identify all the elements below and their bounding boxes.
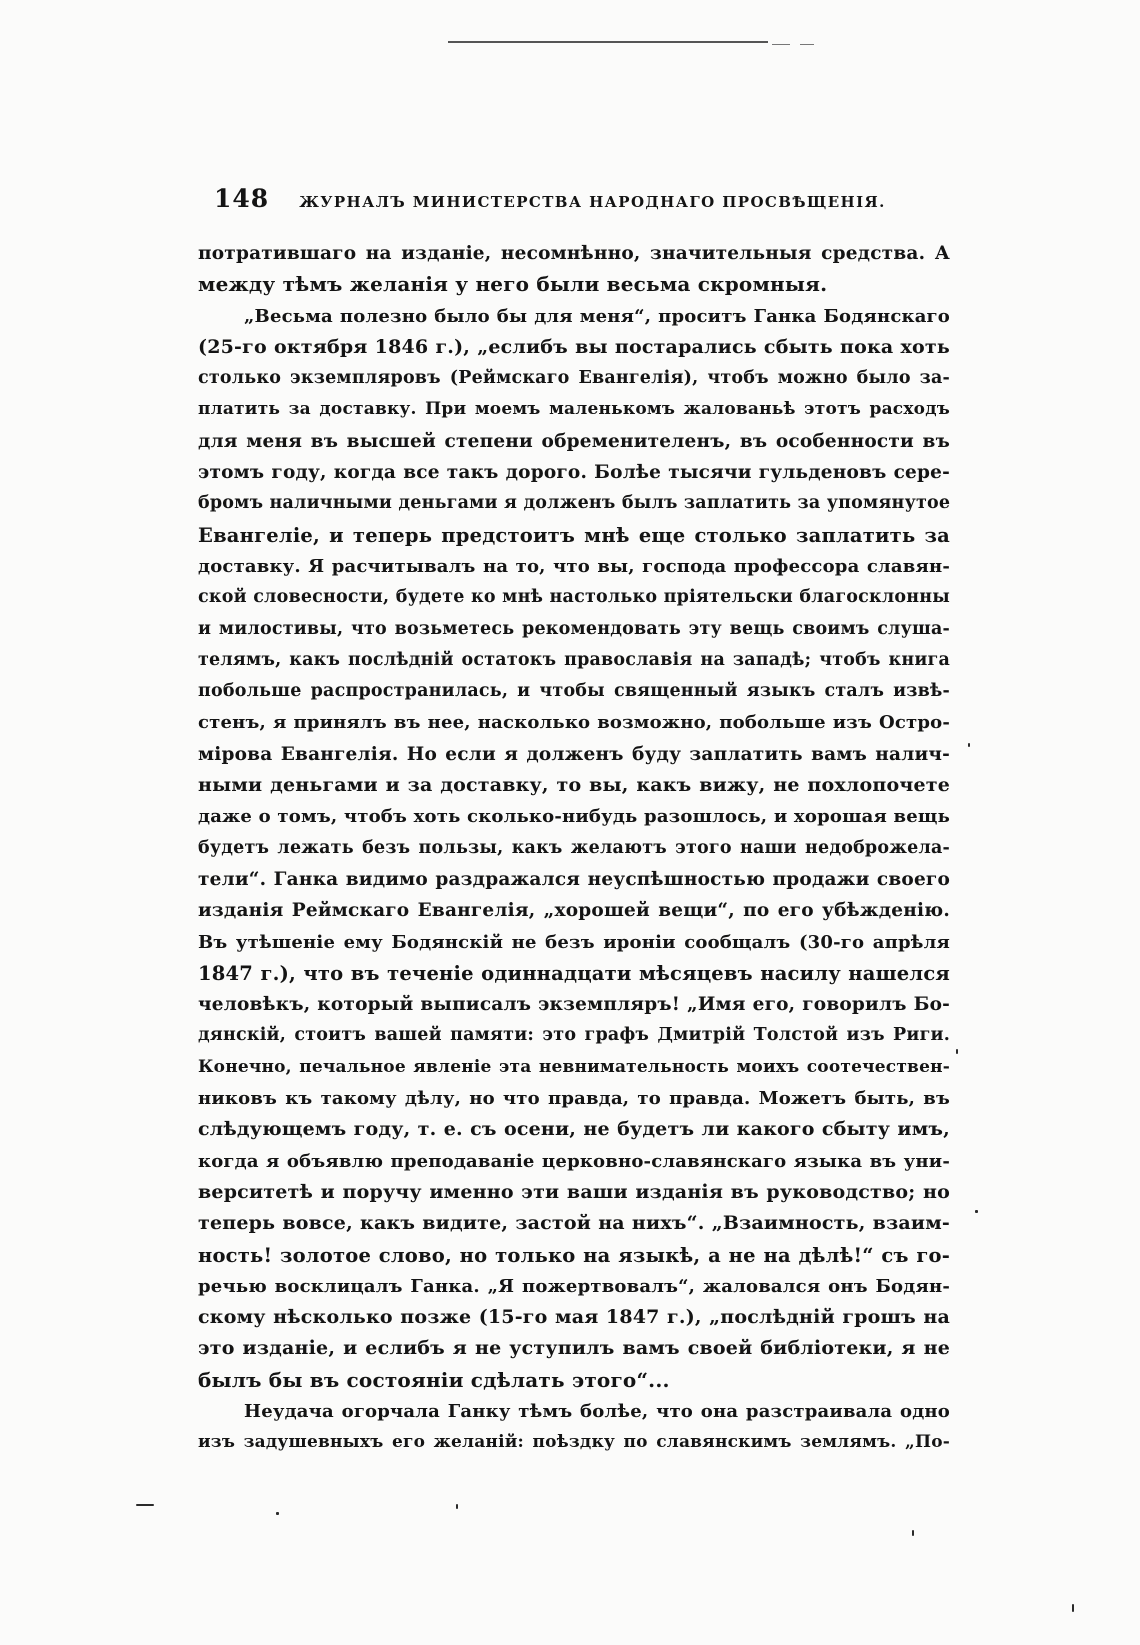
text-line: платить за доставку. При моемъ маленькомъ жалованьѣ этотъ расходъ — [198, 399, 950, 420]
scan-speck — [276, 1512, 279, 1515]
text-line: между тѣмъ желанія у него были весьма скромныя. — [198, 272, 828, 297]
text-line: тели“. Ганка видимо раздражался неуспѣшностью продажи своего — [198, 868, 950, 890]
text-line: слѣдующемъ году, т. е. съ осени, не будетъ ли какого сбыту имъ, — [198, 1118, 950, 1141]
text-line: 1847 г.), что въ теченіе одиннадцати мѣсяцевъ насилу нашелся — [198, 961, 950, 985]
text-line: Конечно, печальное явленіе эта невнимательность моихъ соотечествен- — [198, 1056, 950, 1077]
text-line: стенъ, я принялъ въ нее, насколько возможно, побольше изъ Остро- — [198, 712, 950, 734]
text-line: теперь вовсе, какъ видите, застой на нихъ“. „Взаимность, взаим- — [198, 1212, 950, 1235]
text-line: ской словесности, будете ко мнѣ настолько пріятельски благосклонны — [198, 587, 950, 608]
text-line: речью восклицалъ Ганка. „Я пожертвовалъ“, жаловался онъ Бодян- — [198, 1275, 950, 1297]
running-head: ЖУРНАЛЪ МИНИСТЕРСТВА НАРОДНАГО ПРОСВѢЩЕНІЯ. — [299, 193, 886, 211]
text-line: это изданіе, и еслибъ я не уступилъ вамъ своей библіотеки, я не — [198, 1337, 950, 1360]
top-rule-dash — [772, 44, 790, 45]
text-line: изданія Реймскаго Евангелія, „хорошей вещи“, по его убѣжденію. — [198, 900, 950, 922]
scan-speck — [968, 743, 970, 747]
text-line: „Весьма полезно было бы для меня“, проситъ Ганка Бодянскаго — [244, 305, 950, 327]
text-line: человѣкъ, который выписалъ экземпляръ! „Имя его, говорилъ Бо- — [198, 994, 950, 1016]
text-line: мірова Евангелія. Но если я долженъ буду заплатить вамъ налич- — [198, 743, 950, 765]
scan-speck — [975, 1210, 978, 1213]
text-line: былъ бы въ состояніи сдѣлать этого“... — [198, 1367, 670, 1392]
top-rule-line — [448, 41, 768, 43]
text-line: дянскій, стоитъ вашей памяти: это графъ Дмитрій Толстой изъ Риги. — [198, 1025, 950, 1046]
top-rule-dash — [800, 44, 814, 45]
text-line: бромъ наличными деньгами я долженъ былъ заплатить за упомянутое — [198, 493, 951, 514]
text-line: Евангеліе, и теперь предстоитъ мнѣ еще столько заплатить за — [198, 523, 950, 547]
text-line: верситетѣ и поручу именно эти ваши изданія въ руководство; но — [198, 1180, 950, 1203]
text-line: скому нѣсколько позже (15-го мая 1847 г.), „послѣдній грошъ на — [198, 1306, 950, 1329]
scan-speck — [1072, 1604, 1074, 1612]
scan-speck — [912, 1530, 914, 1536]
text-line: Неудача огорчала Ганку тѣмъ болѣе, что она разстраивала одно — [244, 1400, 950, 1422]
text-line: ными деньгами и за доставку, то вы, какъ вижу, не похлопочете — [198, 774, 950, 797]
text-line: Въ утѣшеніе ему Бодянскій не безъ ироніи сообщалъ (30-го апрѣля — [198, 931, 950, 953]
text-line: доставку. Я расчитывалъ на то, что вы, господа профессора славян- — [198, 555, 950, 577]
text-line: изъ задушевныхъ его желаній: поѣздку по славянскимъ землямъ. „По- — [198, 1432, 950, 1453]
scan-speck — [956, 1049, 958, 1054]
text-line: столько экземпляровъ (Реймскаго Евангелія), чтобъ можно было за- — [198, 368, 950, 389]
text-line: даже о томъ, чтобъ хоть сколько-нибудь разошлось, и хорошая вещь — [198, 806, 950, 828]
body-text — [198, 238, 950, 1459]
text-line: никовъ къ такому дѣлу, но что правда, то правда. Можетъ быть, въ — [198, 1088, 950, 1110]
text-line: побольше распространилась, и чтобы священный языкъ сталъ извѣ- — [198, 681, 950, 702]
page-number: 148 — [214, 184, 270, 213]
text-line: потратившаго на изданіе, несомнѣнно, значительныя средства. А — [198, 243, 950, 264]
scan-speck — [136, 1504, 154, 1506]
text-line: будетъ лежать безъ пользы, какъ желаютъ этого наши недоброжела- — [198, 837, 950, 858]
text-line: телямъ, какъ послѣдній остатокъ православія на западѣ; чтобъ книга — [198, 649, 950, 670]
text-line: когда я объявлю преподаваніе церковно-славянскаго языка въ уни- — [198, 1150, 950, 1172]
text-line: ность! золотое слово, но только на языкѣ, а не на дѣлѣ!“ съ го- — [198, 1243, 950, 1267]
scan-speck — [456, 1504, 458, 1509]
text-line: и милостивы, что возьметесь рекомендовать эту вещь своимъ слуша- — [198, 618, 950, 639]
text-line: для меня въ высшей степени обременителенъ, въ особенности въ — [198, 430, 950, 452]
page-header — [214, 184, 954, 220]
text-line: (25-го октября 1846 г.), „еслибъ вы постарались сбыть пока хоть — [198, 335, 950, 358]
text-line: этомъ году, когда все такъ дорого. Болѣе тысячи гульденовъ сере- — [198, 462, 950, 484]
